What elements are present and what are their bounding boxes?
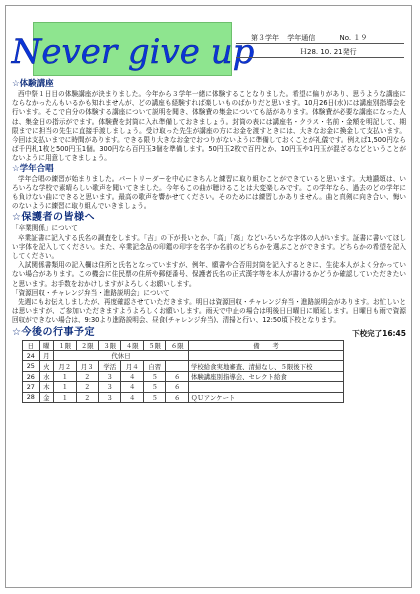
section-paragraph: 入試関係書類用の記入欄は住所と氏名となっていますが、例年、願書や合否用封筒を記入するときに、生徒本人がよく分かっていない場合があります。この機会に住民票の住所や郵便番号、保護者氏名の正式漢字等を本人が書けるかどうか確認していただきたいと思います。お手数をおかけしますがよろしくお願いします。 [12, 261, 406, 288]
col-header: ３限 [98, 340, 120, 350]
section-paragraph: 学年合唱の練習が始まりました。パートリーダーを中心にきちんと練習に取り組むことができていると思います。大地讃頌は、いろいろな学校で素晴らしい歌声を聞いてきました。今年もこの曲が聴けることは大変楽しみです。この学年なら、過去のどの学年にも負けない曲にできると思います。最高の歌声を響かせてください。そのためには練習しかありません。曲と真剣に向き合い、悔いのないように練習に取り組んでいきましょう。 [12, 174, 406, 211]
dismissal-time: 下校完了16:45 [352, 328, 406, 338]
cell-day: 24 [23, 351, 40, 361]
subsection-title: 「資源回収・チャレンジ弁当・進路説明会」について [12, 288, 170, 297]
section-hogosha [12, 211, 406, 325]
cell-period: ４ [121, 392, 143, 402]
newsletter-body [12, 79, 406, 403]
cell-period: ５ [143, 371, 165, 381]
cell-period: ３ [98, 382, 120, 392]
col-header: ２限 [76, 340, 98, 350]
section-heading: ☆体験講座 [12, 79, 54, 89]
cell-dow: 木 [39, 382, 53, 392]
cell-day: 26 [23, 371, 40, 381]
table-row [23, 392, 344, 402]
logo-text: Never give up [11, 32, 255, 72]
issue-date: Ｈ28. 10. 21発行 [300, 48, 357, 56]
subsection-title: 「卒業関係」について [12, 224, 78, 233]
cell-period: 自習 [143, 361, 165, 371]
col-header: 曜 [39, 340, 53, 350]
header-divider [236, 43, 404, 44]
cell-period: 月３ [76, 361, 98, 371]
cell-day: 25 [23, 361, 40, 371]
cell-period: ２ [76, 371, 98, 381]
cell-period: １ [54, 371, 76, 381]
cell-note: 体験講座別指導会、セレクト給食 [189, 371, 344, 381]
table-row [23, 382, 344, 392]
cell-period: ５ [143, 392, 165, 402]
table-row [23, 361, 344, 371]
col-header: 日 [23, 340, 40, 350]
col-header: 備 考 [189, 340, 344, 350]
cell-dow: 月 [39, 351, 53, 361]
col-header: ４限 [121, 340, 143, 350]
events-header [12, 326, 406, 339]
cell-dow: 水 [39, 371, 53, 381]
cell-note [189, 382, 344, 392]
cell-period: ３ [98, 392, 120, 402]
cell-period: 月２ [54, 361, 76, 371]
cell-period: ２ [76, 382, 98, 392]
header-divider-bottom [236, 57, 404, 58]
cell-day: 27 [23, 382, 40, 392]
cell-dow: 金 [39, 392, 53, 402]
issue-line [251, 33, 391, 43]
cell-period: １ [54, 382, 76, 392]
section-taiken [12, 79, 406, 164]
cell-note [189, 351, 344, 361]
section-events [12, 326, 406, 403]
cell-period [166, 361, 189, 371]
section-paragraph: 先週にもお伝えしましたが、再度確認させていただきます。明日は資源回収・チャレンジ弁当・進路説明会があります。お忙しいとは思いますが、ご参加いただきますようよろしくお願いします。雨天で中止の場合は明後日日曜日に順延します。日曜日も雨で資源回収ができない場合は、9:30より進路説明会、昼食(チャレンジ弁当)、清掃と行い、12:50頃下校となります。 [12, 298, 406, 325]
newsletter-title: 学年通信 [287, 34, 316, 42]
cell-day: 28 [23, 392, 40, 402]
cell-period: ６ [166, 371, 189, 381]
cell-period: ３ [98, 371, 120, 381]
cell-period: ５ [143, 382, 165, 392]
issue-number: No. １９ [339, 34, 368, 42]
events-table [22, 340, 344, 403]
col-header: １限 [54, 340, 76, 350]
logo-graphic [11, 23, 255, 77]
section-heading: ☆学年合唱 [12, 163, 54, 174]
cell-period: ４ [121, 382, 143, 392]
cell-dow: 火 [39, 361, 53, 371]
section-paragraph: 卒業証書に記入する氏名の調査をします。「吉」の下が長いとか、「高」「髙」などいろいろな字体の人がいます。証書に書いてほしい字体を記入してください。また、卒業記念品の印鑑の印字を名字か名前のどちらかを選ぶことができます。どちらかの希望を記入してください。 [12, 233, 406, 261]
col-header: ６限 [166, 340, 189, 350]
cell-period: ６ [166, 382, 189, 392]
section-heading: ☆保護者の皆様へ [12, 212, 95, 224]
grade-label: 第３学年 [251, 34, 279, 42]
col-header: ５限 [143, 340, 165, 350]
cell-note: 学校給食実地審査、清掃なし、５限後下校 [189, 361, 344, 371]
cell-period: ４ [121, 371, 143, 381]
table-header-row [23, 340, 344, 350]
section-heading: ☆今後の行事予定 [12, 326, 95, 338]
section-paragraph: 西中祭１日目の体験講座が決まりました。今年から３学年一緒に体験することなりました。希望に偏りがあり、思うような講座にならなかったんもいるかも知れませんが、どの講座も経験すれば楽しいものばかりだと思います。10月26日(水)には講座別指導会を行います。そこで自分の体験する講座について説明を聞き、体験費の集金についても話があります。体験費が必要な講座になった人は、集金日の指示がでます。体験費を封筒に入れ準備しておきましょう。封筒の表には講座名・クラス・名前・金額を明記して、期限までに担当の先生に直接手渡しましょう。受け取った先生が講座の方にお金を渡すときには、大きなお金に換金して支払います。今回は支払いまでに時間があります。できる限り大きなお金でおつりがないように準備しておくことが礼儀です。例えば1,500円ならば千円札1枚と500円玉1個。300円なら百円玉3個を準備します。50円玉2枚で百円とか、10円玉や1円玉が混ざるなどということがないように用意してきましょう。 [12, 90, 406, 163]
cell-period: １ [54, 392, 76, 402]
newsletter-logo [11, 22, 255, 76]
cell-note: ＱＵアンケート [189, 392, 344, 402]
cell-period: 学活 [98, 361, 120, 371]
section-gasshou [12, 164, 406, 212]
cell-period: 月４ [121, 361, 143, 371]
cell-span: 代休日 [54, 351, 189, 361]
cell-period: ６ [166, 392, 189, 402]
table-row [23, 371, 344, 381]
cell-period: ２ [76, 392, 98, 402]
table-row [23, 351, 344, 361]
